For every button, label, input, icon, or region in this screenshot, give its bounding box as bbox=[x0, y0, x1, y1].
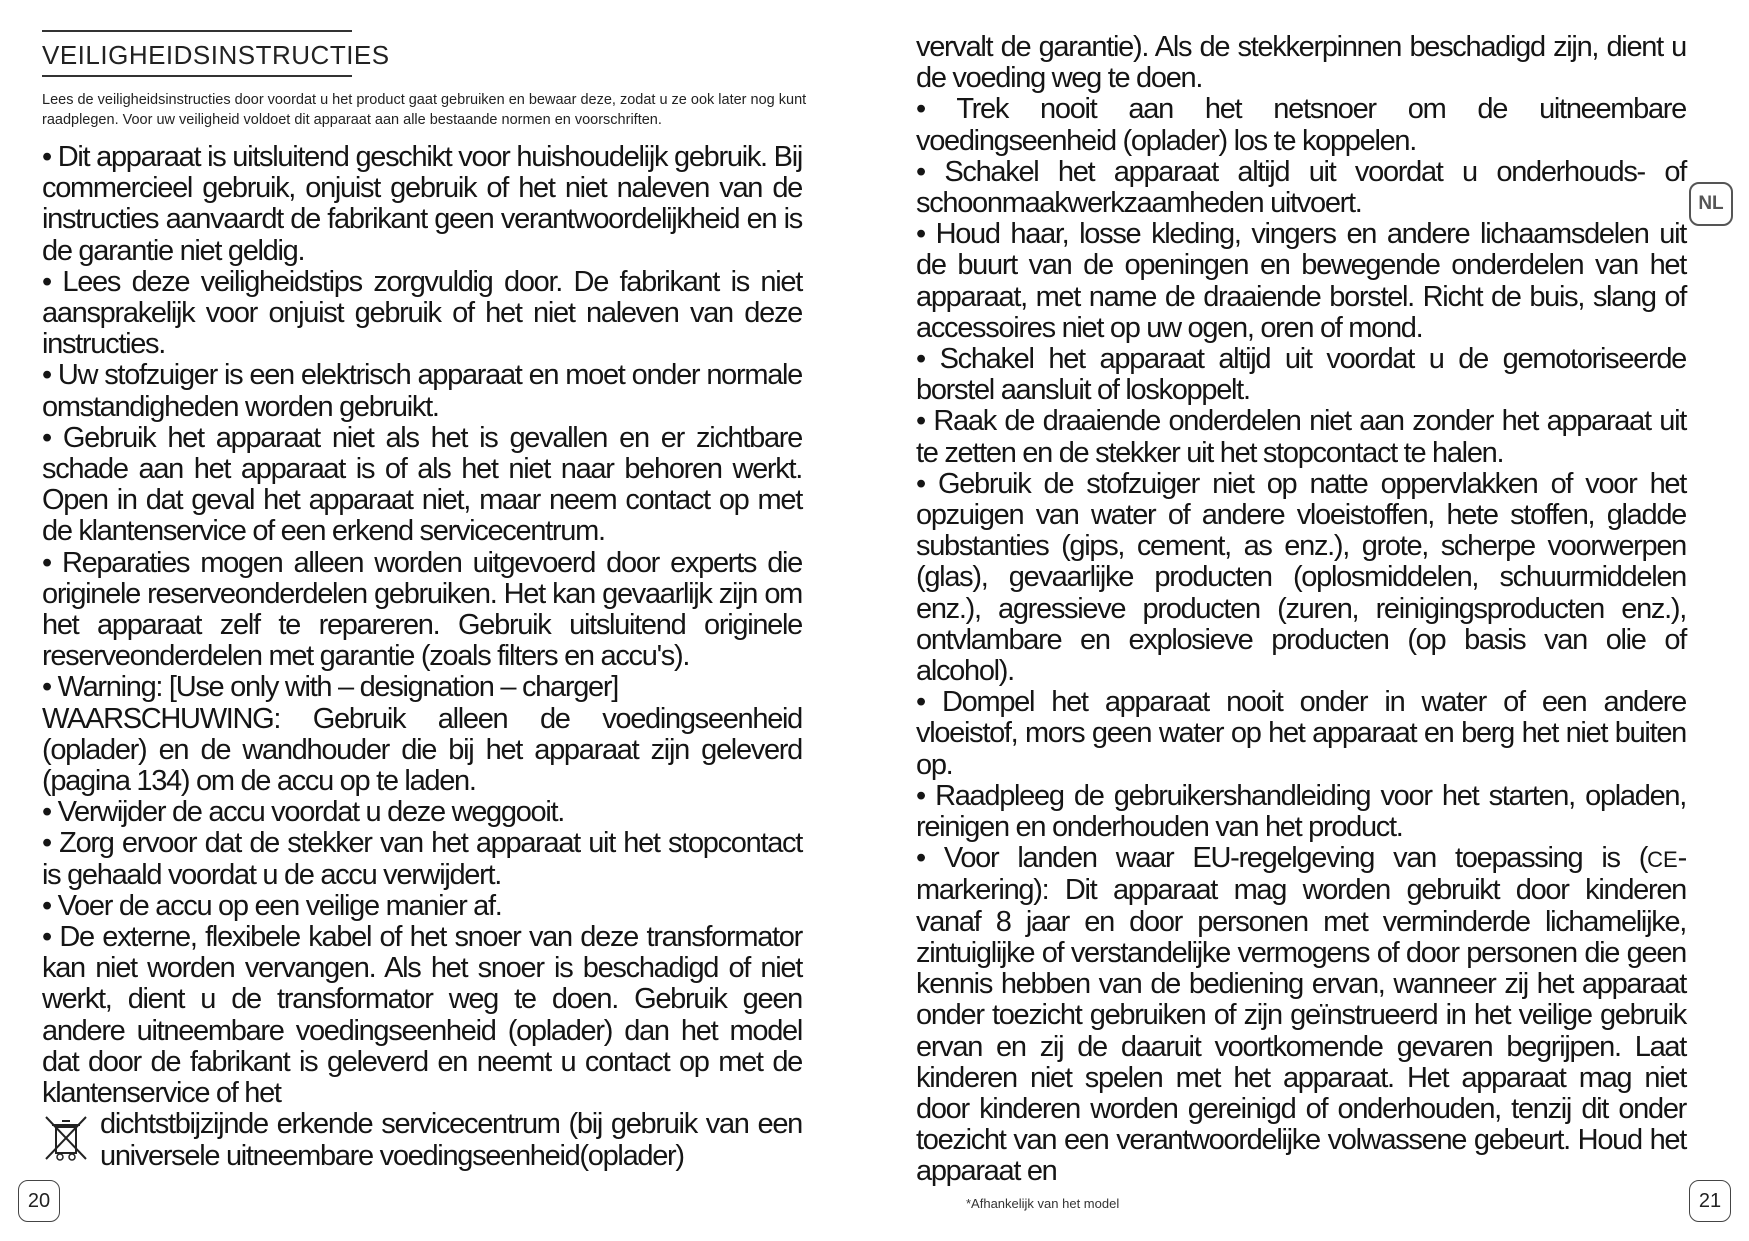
left-page bbox=[0, 0, 874, 1241]
paragraph: • Raadpleeg de gebruikershandleiding voor het starten, opladen, reinigen en onderhouden van het product. bbox=[916, 779, 1686, 844]
paragraph: • Zorg ervoor dat de stekker van het apparaat uit het stopcontact is gehaald voordat u de accu verwijdert. bbox=[42, 827, 802, 891]
paragraph: • Gebruik het apparaat niet als het is gevallen en er zichtbare schade aan het apparaat is of als het niet naar behoren werkt. Open in dat geval het apparaat niet, maar neem contact op met de klantenservice of een erkend servicecentrum. bbox=[42, 421, 802, 548]
weee-bin-icon bbox=[42, 1113, 90, 1165]
left-body bbox=[42, 142, 802, 1172]
paragraph: • Trek nooit aan het netsnoer om de uitneembare voedingseenheid (oplader) los te koppelen. bbox=[916, 93, 1686, 157]
paragraph: • Gebruik de stofzuiger niet op natte oppervlakken of voor het opzuigen van water of andere vloeistoffen, hete stoffen, gladde substanties (gips, cement, as enz.), grote, scherpe voorwerpen (glas), gevaarlijke producten (oplosmiddelen, schuurmiddelen enz.), agressieve producten (zuren, reinigingsproducten enz.), ontvlambare en explosieve producten (op basis van olie of alcohol). bbox=[916, 467, 1686, 688]
weee-text: dichtstbijzijnde erkende servicecentrum (bij gebruik van een universele uitneembare voedingseenheid(oplader) bbox=[100, 1108, 802, 1172]
paragraph: • Warning: [Use only with – designation – charger] bbox=[42, 671, 618, 704]
paragraph: • Lees deze veiligheidstips zorgvuldig door. De fabrikant is niet aansprakelijk voor onjuist gebruik of het niet naleven van deze instructies. bbox=[42, 265, 802, 361]
paragraph: • Uw stofzuiger is een elektrisch apparaat en moet onder normale omstandigheden worden gebruikt. bbox=[42, 359, 802, 423]
paragraph: • Houd haar, losse kleding, vingers en andere lichaamsdelen uit de buurt van de openingen en bewegende onderdelen van het apparaat, met name de draaiende borstel. Richt de buis, slang of accessoires niet op uw ogen, oren of mond. bbox=[916, 218, 1686, 344]
paragraph: • Schakel het apparaat altijd uit voordat u de gemotoriseerde borstel aansluit of loskoppelt. bbox=[916, 343, 1686, 407]
paragraph: vervalt de garantie). Als de stekkerpinnen beschadigd zijn, dient u de voeding weg te doen. bbox=[916, 31, 1686, 95]
ce-paragraph bbox=[916, 843, 1686, 1187]
paragraph: • Reparaties mogen alleen worden uitgevoerd door experts die originele reserveonderdelen gebruiken. Het kan gevaarlijk zijn om het apparaat zelf te repareren. Gebruik uitsluitend originele reserveonderdelen met garantie (zoals filters en accu's). bbox=[42, 546, 802, 673]
paragraph: • Voer de accu op een veilige manier af. bbox=[42, 889, 502, 922]
footnote: *Afhankelijk van het model bbox=[966, 1196, 1120, 1211]
section-title: VEILIGHEIDSINSTRUCTIES bbox=[42, 30, 352, 77]
paragraph: WAARSCHUWING: Gebruik alleen de voedingseenheid (oplader) en de wandhouder die bij het apparaat zijn geleverd (pagina 134) om de accu op te laden. bbox=[42, 702, 802, 798]
weee-row bbox=[42, 1109, 802, 1171]
intro-text: Lees de veiligheidsinstructies door voordat u het product gaat gebruiken en bewaar deze, zodat u ze ook later nog kunt raadplegen. Voor uw veiligheid voldoet dit apparaat aan alle bestaande normen en voorschriften. bbox=[42, 92, 807, 128]
right-body bbox=[916, 32, 1686, 1188]
paragraph: • Raak de draaiende onderdelen niet aan zonder het apparaat uit te zetten en de stekker uit het stopcontact te halen. bbox=[916, 405, 1686, 469]
page-number: 21 bbox=[1689, 1180, 1731, 1222]
paragraph: • Verwijder de accu voordat u deze weggooit. bbox=[42, 796, 565, 829]
language-badge: NL bbox=[1689, 182, 1733, 226]
paragraph: • Dompel het apparaat nooit onder in water of een andere vloeistof, mors geen water op het apparaat en berg het niet buiten op. bbox=[916, 686, 1686, 781]
right-page bbox=[874, 0, 1749, 1241]
ce-mark: CE bbox=[1647, 847, 1678, 873]
paragraph: • Schakel het apparaat altijd uit voordat u onderhouds- of schoonmaakwerkzaamheden uitvoert. bbox=[916, 155, 1686, 220]
ce-text-before: • Voor landen waar EU-regelgeving van toepassing is ( bbox=[916, 842, 1648, 875]
ce-text-after: -markering): Dit apparaat mag worden gebruikt door kinderen vanaf 8 jaar en door personen met verminderde lichamelijke, zintuiglijke of verstandelijke vermogens of door personen die geen kennis hebben van de bediening ervan, wanneer zij het apparaat onder toezicht gebruiken of zijn geïnstrueerd in het veilige gebruik ervan en zij de daaruit voortkomende gevaren begrijpen. Laat kinderen niet spelen met het apparaat. Het apparaat mag niet door kinderen worden gereinigd of onderhouden, tenzij dit onder toezicht van een verantwoordelijke volwassene gebeurt. Houd het apparaat en bbox=[916, 842, 1686, 1188]
paragraph: • Dit apparaat is uitsluitend geschikt voor huishoudelijk gebruik. Bij commercieel gebruik, onjuist gebruik of het niet naleven van de instructies aanvaardt de fabrikant geen verantwoordelijkheid en is de garantie niet geldig. bbox=[42, 141, 802, 267]
page-number: 20 bbox=[18, 1180, 60, 1222]
paragraph: • De externe, flexibele kabel of het snoer van deze transformator kan niet worden vervangen. Als het snoer is beschadigd of niet werkt, dient u de transformator weg te doen. Gebruik geen andere uitneembare voedingseenheid (oplader) dan het model dat door de fabrikant is geleverd en neemt u contact op met de klantenservice of het bbox=[42, 921, 802, 1110]
